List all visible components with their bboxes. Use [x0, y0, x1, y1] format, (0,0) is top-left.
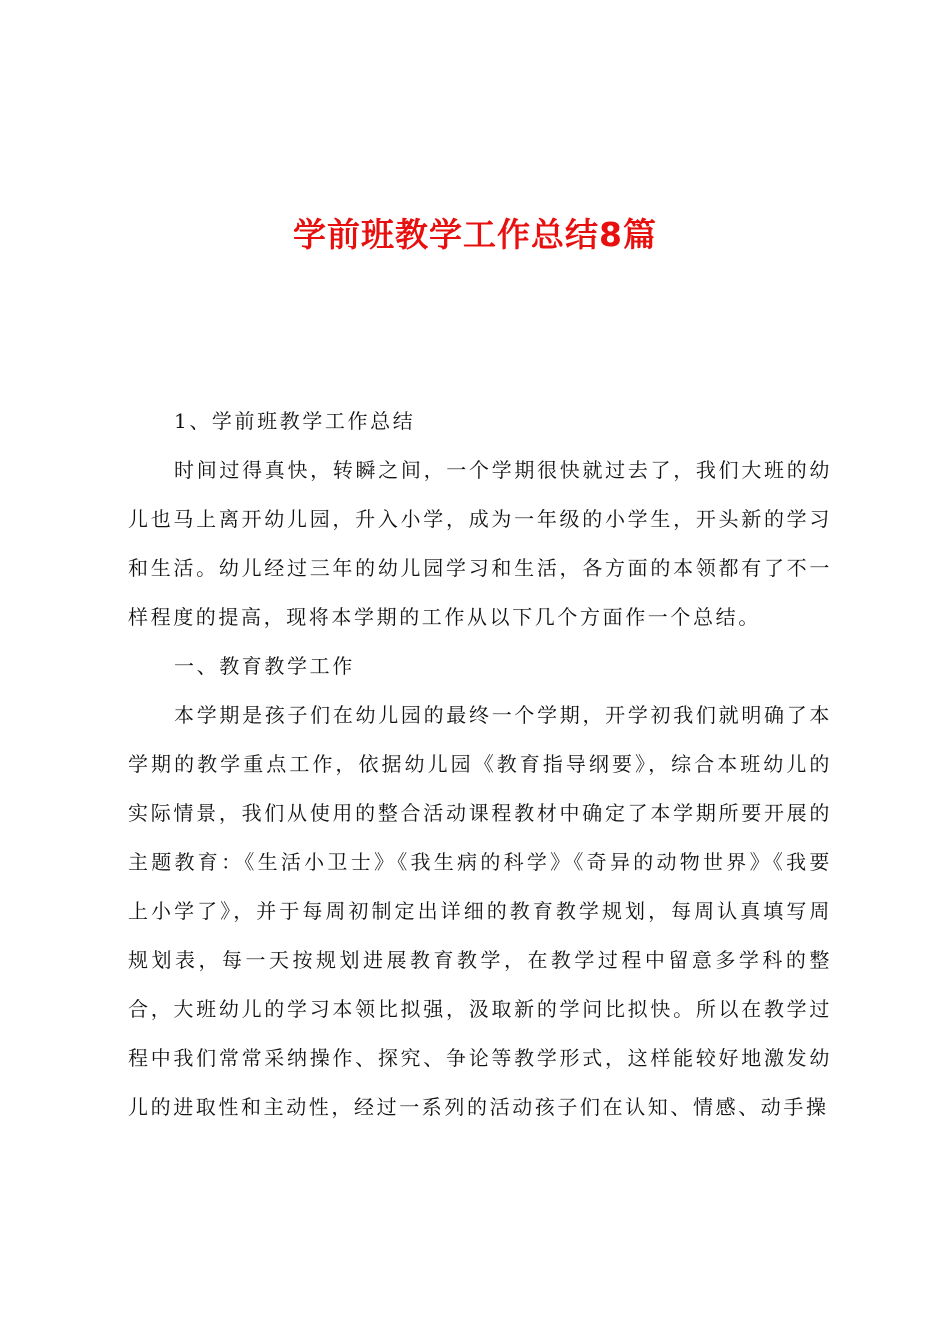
section-heading-1: 1、学前班教学工作总结: [174, 409, 416, 433]
document-body: [128, 397, 832, 1132]
paragraph-intro: 时间过得真快，转瞬之间，一个学期很快就过去了，我们大班的幼儿也马上离开幼儿园，升入小学，成为一年级的小学生，开头新的学习和生活。幼儿经过三年的幼儿园学习和生活，各方面的本领都有了不一样程度的提高，现将本学期的工作从以下几个方面作一个总结。: [128, 458, 832, 629]
document-title: 学前班教学工作总结8篇: [293, 215, 657, 254]
paragraph-teaching: 本学期是孩子们在幼儿园的最终一个学期，开学初我们就明确了本学期的教学重点工作，依据幼儿园《教育指导纲要》，综合本班幼儿的实际情景，我们从使用的整合活动课程教材中确定了本学期所要开展的主题教育：《生活小卫士》《我生病的科学》《奇异的动物世界》《我要上小学了》，并于每周初制定出详细的教育教学规划，每周认真填写周规划表，每一天按规划进展教育教学，在教学过程中留意多学科的整合，大班幼儿的学习本领比拟强，汲取新的学问比拟快。所以在教学过程中我们常常采纳操作、探究、争论等教学形式，这样能较好地激发幼儿的进取性和主动性，经过一系列的活动孩子们在认知、情感、动手操: [128, 703, 832, 1119]
section-heading-teaching: 一、教育教学工作: [174, 654, 355, 678]
